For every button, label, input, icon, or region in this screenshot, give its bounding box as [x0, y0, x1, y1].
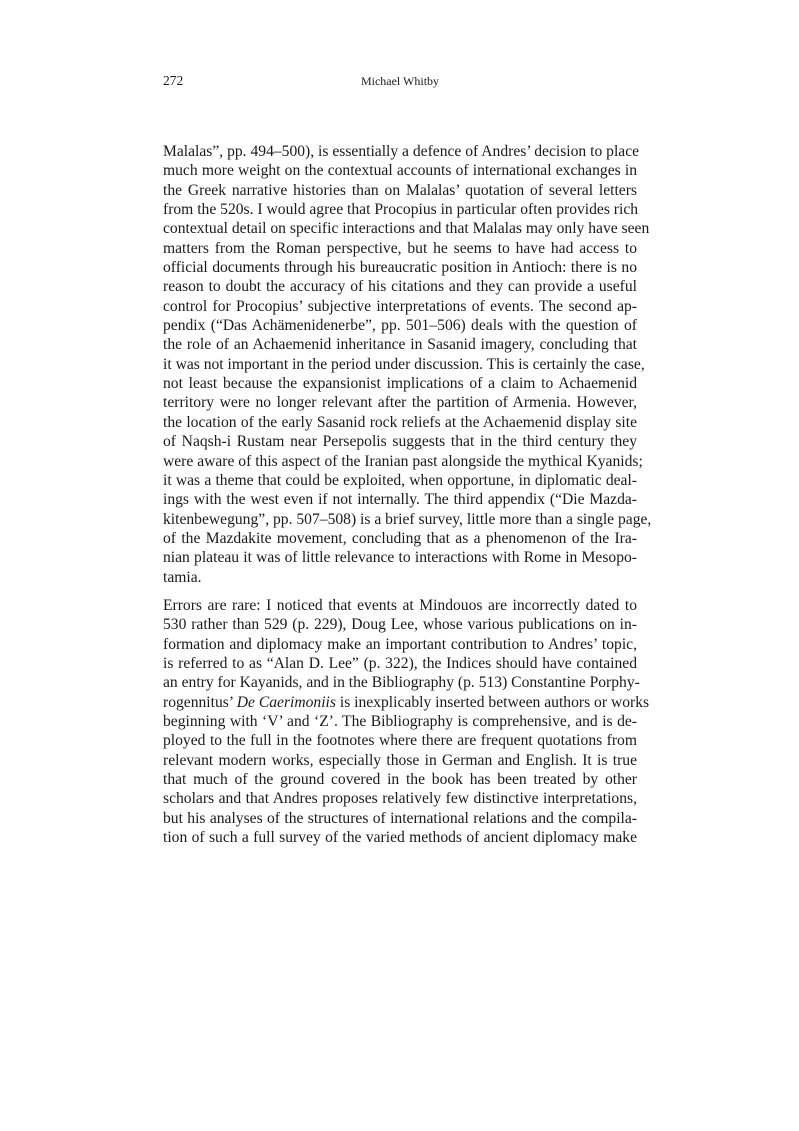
text-line: it was a theme that could be exploited, when opportune, in diplomatic deal-	[163, 471, 637, 489]
text-line: matters from the Roman perspective, but he seems to have had access to	[163, 239, 637, 257]
text-line: scholars and that Andres proposes relatively few distinctive interpretations,	[163, 790, 637, 808]
text-line: contextual detail on specific interactions and that Malalas may only have seen	[163, 220, 650, 238]
text-line: Malalas”, pp. 494–500), is essentially a defence of Andres’ decision to place	[163, 143, 640, 160]
text-line: it was not important in the period under discussion. This is certainly the case,	[163, 355, 645, 373]
text-line: from the 520s. I would agree that Procopius in particular often provides rich	[163, 201, 639, 219]
text-line: tion of such a full survey of the varied methods of ancient diplomacy make	[163, 829, 637, 847]
text-line: beginning with ‘V’ and ‘Z’. The Bibliography is comprehensive, and is de-	[163, 712, 637, 730]
running-title: Michael Whitby	[360, 74, 440, 88]
text-line: reason to doubt the accuracy of his citations and they can provide a useful	[163, 278, 637, 296]
body-text	[163, 142, 652, 847]
running-head	[163, 73, 637, 91]
text-line: Errors are rare: I noticed that events at Mindouos are incorrectly dated to	[163, 596, 637, 614]
text-line: formation and diplomacy make an important contribution to Andres’ topic,	[163, 635, 637, 653]
text-line: tamia.	[163, 568, 202, 586]
text-line: nian plateau it was of little relevance to interactions with Rome in Mesopo-	[163, 549, 637, 567]
text-line: not least because the expansionist implications of a claim to Achaemenid	[163, 375, 637, 393]
text-line: 530 rather than 529 (p. 229), Doug Lee, whose various publications on in-	[163, 616, 637, 634]
text-line: control for Procopius’ subjective interpretations of events. The second ap-	[163, 297, 637, 315]
text-line: of Naqsh-i Rustam near Persepolis suggests that in the third century they	[163, 433, 637, 451]
text-line: much more weight on the contextual accounts of international exchanges in	[163, 162, 637, 180]
text-line: kitenbewegung”, pp. 507–508) is a brief survey, little more than a single page,	[163, 510, 652, 528]
text-line: of the Mazdakite movement, concluding that as a phenomenon of the Ira-	[163, 529, 637, 547]
paragraph	[163, 142, 652, 587]
text-line: were aware of this aspect of the Iranian past alongside the mythical Kyanids;	[163, 452, 643, 470]
text-line	[163, 693, 650, 712]
text-line: ings with the west even if not internally. The third appendix (“Die Mazda-	[163, 491, 637, 509]
text-run: is inexplicably inserted between authors or works	[335, 693, 650, 711]
text-line: relevant modern works, especially those in German and English. It is true	[163, 751, 637, 769]
page-number: 272	[163, 73, 184, 88]
text-line: is referred to as “Alan D. Lee” (p. 322), the Indices should have contained	[163, 654, 637, 672]
paragraph	[163, 596, 650, 847]
text-line: the Greek narrative histories than on Malalas’ quotation of several letters	[163, 181, 637, 199]
text-line: the role of an Achaemenid inheritance in Sasanid imagery, concluding that	[163, 336, 637, 354]
text-line: that much of the ground covered in the book has been treated by other	[163, 771, 637, 788]
text-line: an entry for Kayanids, and in the Bibliography (p. 513) Constantine Porphy-	[163, 674, 640, 692]
text-line: the location of the early Sasanid rock reliefs at the Achaemenid display site	[163, 413, 637, 431]
text-line: but his analyses of the structures of international relations and the compila-	[163, 809, 637, 827]
text-line: official documents through his bureaucratic position in Antioch: there is no	[163, 259, 637, 277]
text-line: ployed to the full in the footnotes where there are frequent quotations from	[163, 732, 637, 750]
text-run: rogennitus’	[163, 693, 237, 711]
text-line: pendix (“Das Achämenidenerbe”, pp. 501–506) deals with the question of	[163, 317, 637, 335]
text-line: territory were no longer relevant after the partition of Armenia. However,	[163, 394, 637, 412]
book-title-italic: De Caerimoniis	[236, 693, 336, 711]
